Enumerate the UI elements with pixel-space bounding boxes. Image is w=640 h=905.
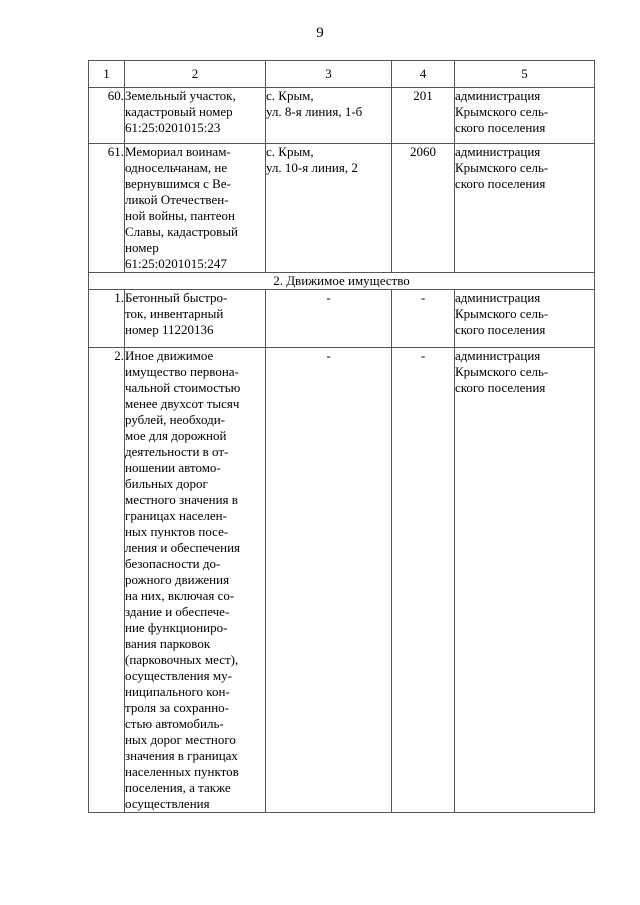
property-area: 201 xyxy=(392,88,455,144)
row-number: 1. xyxy=(89,290,125,348)
column-header-5: 5 xyxy=(455,61,595,88)
page-number: 9 xyxy=(316,25,324,41)
section-title: 2. Движимое имущество xyxy=(89,273,595,290)
property-registry-table xyxy=(88,60,595,813)
rights-holder: администрация Крымского сель- ского поселения xyxy=(455,290,595,348)
row-number: 2. xyxy=(89,348,125,813)
column-header-1: 1 xyxy=(89,61,125,88)
column-header-2: 2 xyxy=(125,61,266,88)
column-number-header-row xyxy=(89,61,595,88)
rights-holder: администрация Крымского сель- ского поселения xyxy=(455,144,595,273)
rights-holder: администрация Крымского сель- ского поселения xyxy=(455,88,595,144)
column-header-3: 3 xyxy=(266,61,392,88)
property-name: Бетонный быстро- ток, инвентарный номер 11220136 xyxy=(125,290,266,348)
row-number: 61. xyxy=(89,144,125,273)
table-row xyxy=(89,144,595,273)
rights-holder: администрация Крымского сель- ского поселения xyxy=(455,348,595,813)
property-area: 2060 xyxy=(392,144,455,273)
property-address: с. Крым, ул. 10-я линия, 2 xyxy=(266,144,392,273)
property-name: Иное движимое имущество первона- чальной стоимостью менее двухсот тысяч рублей, необходи- мое для дорожной деятельности в от- ношении автомо- бильных дорог местного значения в границах населен- ных пунктов посе- ления и обеспечения безопасности до- рожного движения на них, включая со- здание и обеспече- ние функциониро- вания парковок (парковочных мест), осуществления му- ниципального кон- троля за сохранно- стью автомобиль- ных дорог местного значения в границах населенных пунктов поселения, а также осуществления xyxy=(125,348,266,813)
row-number: 60. xyxy=(89,88,125,144)
section-row xyxy=(89,273,595,290)
table-row xyxy=(89,348,595,813)
property-address: - xyxy=(266,290,392,348)
property-address: с. Крым, ул. 8-я линия, 1-б xyxy=(266,88,392,144)
table-row xyxy=(89,290,595,348)
property-area: - xyxy=(392,290,455,348)
property-address: - xyxy=(266,348,392,813)
property-area: - xyxy=(392,348,455,813)
table-row xyxy=(89,88,595,144)
property-name: Мемориал воинам- односельчанам, не вернувшимся с Ве- ликой Отечествен- ной войны, пантеон Славы, кадастровый номер 61:25:0201015:247 xyxy=(125,144,266,273)
column-header-4: 4 xyxy=(392,61,455,88)
property-name: Земельный участок, кадастровый номер 61:25:0201015:23 xyxy=(125,88,266,144)
